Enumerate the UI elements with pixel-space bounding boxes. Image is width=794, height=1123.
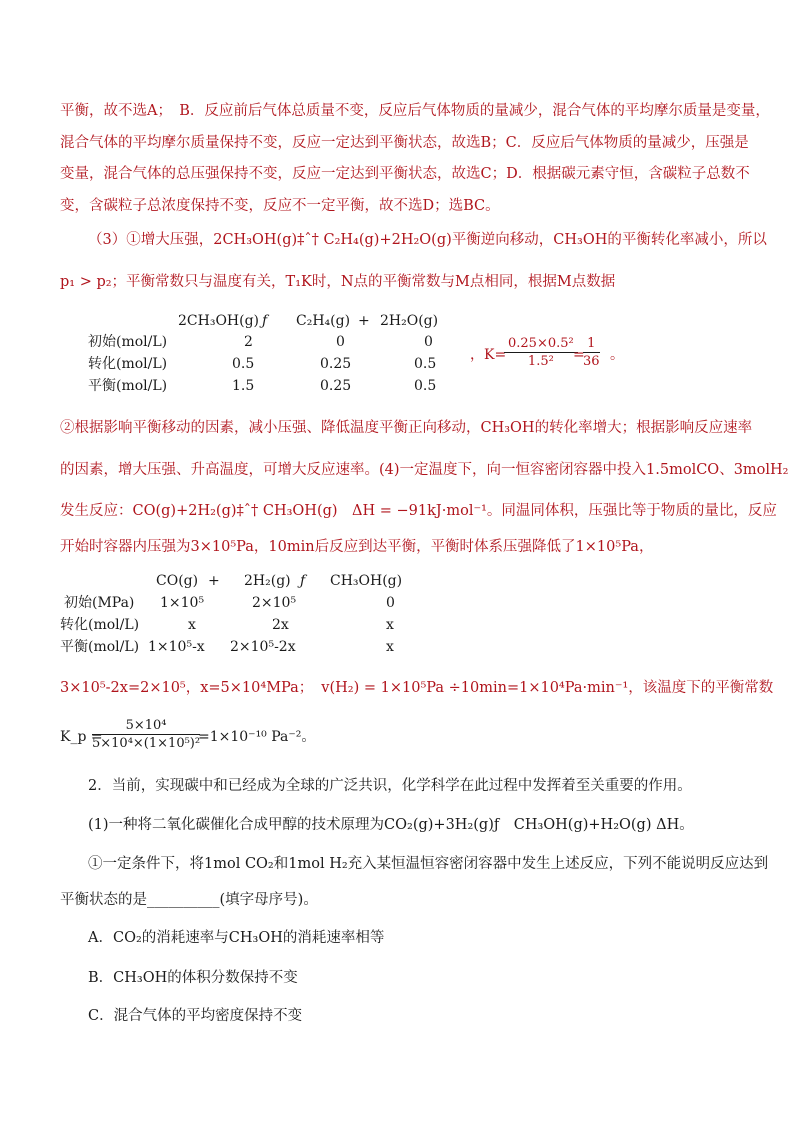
answer-line: p₁ > p₂；平衡常数只与温度有关，T₁K时，N点的平衡常数与M点相同，根据M点数据 <box>60 274 616 290</box>
question-line: 平衡状态的是__________(填字母序号)。 <box>60 892 318 908</box>
question-line: ①一定条件下，将1mol CO₂和1mol H₂充入某恒温恒容密闭容器中发生上述反应，下列不能说明反应达到 <box>88 856 769 872</box>
table-cell: 0.25 <box>320 378 352 394</box>
answer-line: （3）①增大压强，2CH₃OH(g)‡ˆ† C₂H₄(g)+2H₂O(g)平衡逆向移动，CH₃OH的平衡转化率减小，所以 <box>88 232 767 248</box>
table-header-cell: 2CH₃OH(g) <box>178 313 260 329</box>
x-calc: 3×10⁵-2x=2×10⁵，x=5×10⁴MPa； <box>60 680 314 696</box>
answer-line <box>60 678 773 698</box>
answer-line: 变量，混合气体的总压强保持不变，反应一定达到平衡状态，故选C；D．根据碳元素守恒，含碳粒子总数不 <box>60 166 750 182</box>
k-equals: = <box>573 347 585 363</box>
table-cell: 2×10⁵ <box>252 595 297 611</box>
table-cell: x <box>386 639 394 655</box>
kp-fraction <box>92 718 200 751</box>
answer-line: 混合气体的平均摩尔质量保持不变，反应一定达到平衡状态，故选B；C．反应后气体物质的量减少，压强是 <box>60 135 749 151</box>
table-header-cell: 2H₂(g) <box>244 573 291 589</box>
kp-numerator: 5×10⁴ <box>92 718 200 735</box>
k-result-denominator: 36 <box>583 354 600 369</box>
table-cell: 0.5 <box>232 356 255 372</box>
table-cell: 0.5 <box>414 378 437 394</box>
k-result-numerator: 1 <box>583 336 600 353</box>
table-header-cell: + <box>358 313 370 329</box>
table-row-label: 转化(mol/L) <box>60 617 140 633</box>
table-header-cell: CH₃OH(g) <box>330 573 403 589</box>
k-denominator: 1.5² <box>527 354 554 369</box>
table-cell: 2×10⁵-2x <box>230 639 296 655</box>
table-cell: 1×10⁵ <box>160 595 205 611</box>
table-cell: 2 <box>244 334 253 350</box>
rate-calc: v(H₂) = 1×10⁵Pa ÷10min=1×10⁴Pa·min⁻¹，该温度下的平衡常数 <box>321 680 774 696</box>
k-prefix: ，K= <box>470 347 507 363</box>
k-fraction <box>504 336 578 369</box>
table-cell: 1×10⁵-x <box>148 639 205 655</box>
table-header-cell: C₂H₄(g) <box>296 313 351 329</box>
option-a: A．CO₂的消耗速率与CH₃OH的消耗速率相等 <box>88 930 385 946</box>
answer-line: 的因素，增大压强、升高温度，可增大反应速率。(4)一定温度下，向一恒容密闭容器中投入1.5molCO、3molH₂ <box>60 462 789 478</box>
table-cell: 1.5 <box>232 378 255 394</box>
answer-line: 变，含碳粒子总浓度保持不变，反应不一定平衡，故不选D；选BC。 <box>60 198 500 214</box>
k-numerator: 0.25×0.5² <box>504 336 578 353</box>
answer-line: 发生反应：CO(g)+2H₂(g)‡ˆ† CH₃OH(g) ΔH = −91kJ·mol⁻¹。同温同体积，压强比等于物质的量比，反应 <box>60 503 777 519</box>
table-header-cell: ƒ <box>262 313 268 329</box>
answer-line: 平衡，故不选A； B．反应前后气体总质量不变，反应后气体物质的量减少，混合气体的平均摩尔质量是变量， <box>60 103 770 119</box>
table-cell: 0 <box>424 334 433 350</box>
table-cell: x <box>188 617 196 633</box>
table-row-label: 平衡(mol/L) <box>60 639 140 655</box>
table-header-cell: CO(g) <box>156 573 199 589</box>
table-header-cell: + <box>208 573 220 589</box>
kp-prefix: K_p = <box>60 729 103 745</box>
table-row-label: 平衡(mol/L) <box>88 378 168 394</box>
kp-result: =1×10⁻¹⁰ Pa⁻²。 <box>198 729 316 745</box>
table-cell: 0 <box>386 595 395 611</box>
answer-line: ②根据影响平衡移动的因素，减小压强、降低温度平衡正向移动，CH₃OH的转化率增大；根据影响反应速率 <box>60 420 753 436</box>
table-cell: 0.25 <box>320 356 352 372</box>
table-row-label: 转化(mol/L) <box>88 356 168 372</box>
table-cell: x <box>386 617 394 633</box>
k-end: 。 <box>610 347 624 363</box>
question-line: (1)一种将二氧化碳催化合成甲醇的技术原理为CO₂(g)+3H₂(g)ƒ CH₃OH(g)+H₂O(g) ΔH。 <box>88 817 694 833</box>
answer-line: 开始时容器内压强为3×10⁵Pa，10min后反应到达平衡，平衡时体系压强降低了1×10⁵Pa， <box>60 539 654 555</box>
table-row-label: 初始(MPa) <box>64 595 135 611</box>
kp-denominator: 5×10⁴×(1×10⁵)² <box>92 736 201 751</box>
table-cell: 2x <box>272 617 289 633</box>
table-cell: 0.5 <box>414 356 437 372</box>
table-header-cell: ƒ <box>300 573 306 589</box>
table-row-label: 初始(mol/L) <box>88 334 168 350</box>
option-b: B．CH₃OH的体积分数保持不变 <box>88 970 298 986</box>
k-result-fraction <box>583 336 600 369</box>
table-cell: 0 <box>336 334 345 350</box>
option-c: C．混合气体的平均密度保持不变 <box>88 1008 303 1024</box>
table-header-cell: 2H₂O(g) <box>380 313 439 329</box>
question-line: 2．当前，实现碳中和已经成为全球的广泛共识，化学科学在此过程中发挥着至关重要的作用。 <box>88 778 692 794</box>
